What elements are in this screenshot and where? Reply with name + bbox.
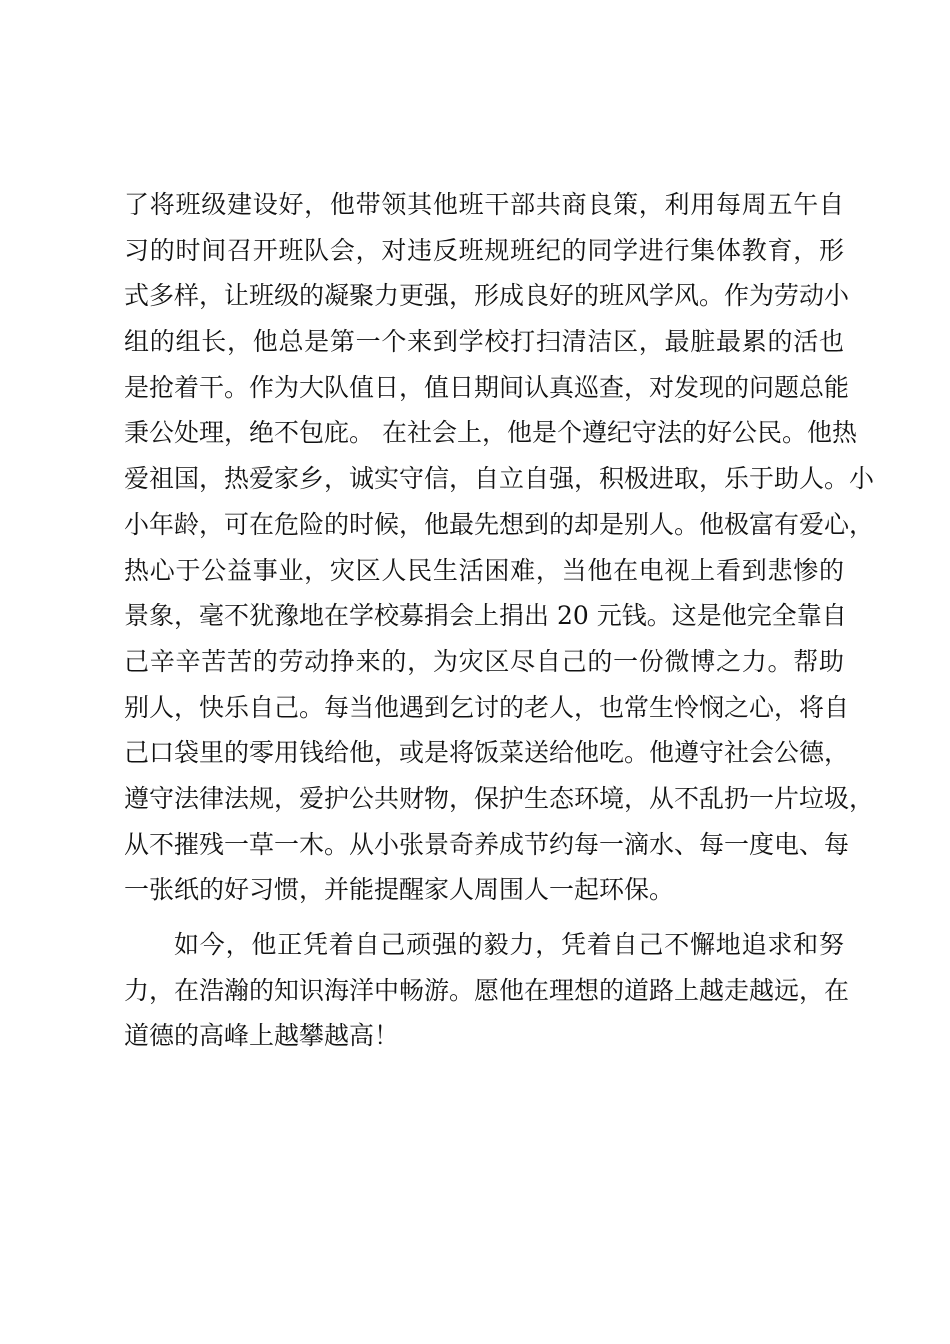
text-line: 组的组长，他总是第一个来到学校打扫清洁区，最脏最累的活也 bbox=[124, 327, 844, 357]
text-line: 别人，快乐自己。每当他遇到乞讨的老人，也常生怜悯之心，将自 bbox=[124, 692, 850, 722]
document-body bbox=[124, 182, 875, 1059]
text-line: 力，在浩瀚的知识海洋中畅游。愿他在理想的道路上越走越远，在 bbox=[124, 975, 850, 1005]
paragraph-1 bbox=[124, 182, 875, 913]
text-line: 热心于公益事业，灾区人民生活困难，当他在电视上看到悲惨的 bbox=[124, 555, 844, 585]
text-line: 道德的高峰上越攀越高！ bbox=[124, 1021, 400, 1051]
text-line: 秉公处理，绝不包庇。 在社会上，他是个遵纪守法的好公民。他热 bbox=[124, 418, 857, 448]
text-line: 爱祖国，热爱家乡，诚实守信，自立自强，积极进取，乐于助人。小 bbox=[124, 464, 875, 494]
text-line: 己口袋里的零用钱给他，或是将饭菜送给他吃。他遵守社会公德， bbox=[124, 738, 850, 768]
text-line: 习的时间召开班队会，对违反班规班纪的同学进行集体教育，形 bbox=[124, 235, 844, 265]
text-line: 从不摧残一草一木。从小张景奇养成节约每一滴水、每一度电、每 bbox=[124, 829, 850, 859]
text-line: 是抢着干。作为大队值日，值日期间认真巡查，对发现的问题总能 bbox=[124, 372, 850, 402]
text-line: 遵守法律法规，爱护公共财物，保护生态环境，从不乱扔一片垃圾， bbox=[124, 783, 875, 813]
text-line: 景象，毫不犹豫地在学校募捐会上捐出 20 元钱。这是他完全靠自 bbox=[124, 601, 847, 631]
paragraph-2 bbox=[124, 922, 850, 1059]
text-line: 一张纸的好习惯，并能提醒家人周围人一起环保。 bbox=[124, 875, 675, 905]
text-line: 了将班级建设好，他带领其他班干部共商良策，利用每周五午自 bbox=[124, 190, 844, 219]
text-line: 式多样，让班级的凝聚力更强，形成良好的班风学风。作为劳动小 bbox=[124, 281, 850, 311]
text-line: 己辛辛苦苦的劳动挣来的，为灾区尽自己的一份微博之力。帮助 bbox=[124, 646, 844, 676]
paragraph-spacer bbox=[124, 913, 844, 922]
text-line: 如今，他正凭着自己顽强的毅力，凭着自己不懈地追求和努 bbox=[174, 930, 844, 959]
text-line: 小年龄，可在危险的时候，他最先想到的却是别人。他极富有爱心， bbox=[124, 509, 875, 539]
